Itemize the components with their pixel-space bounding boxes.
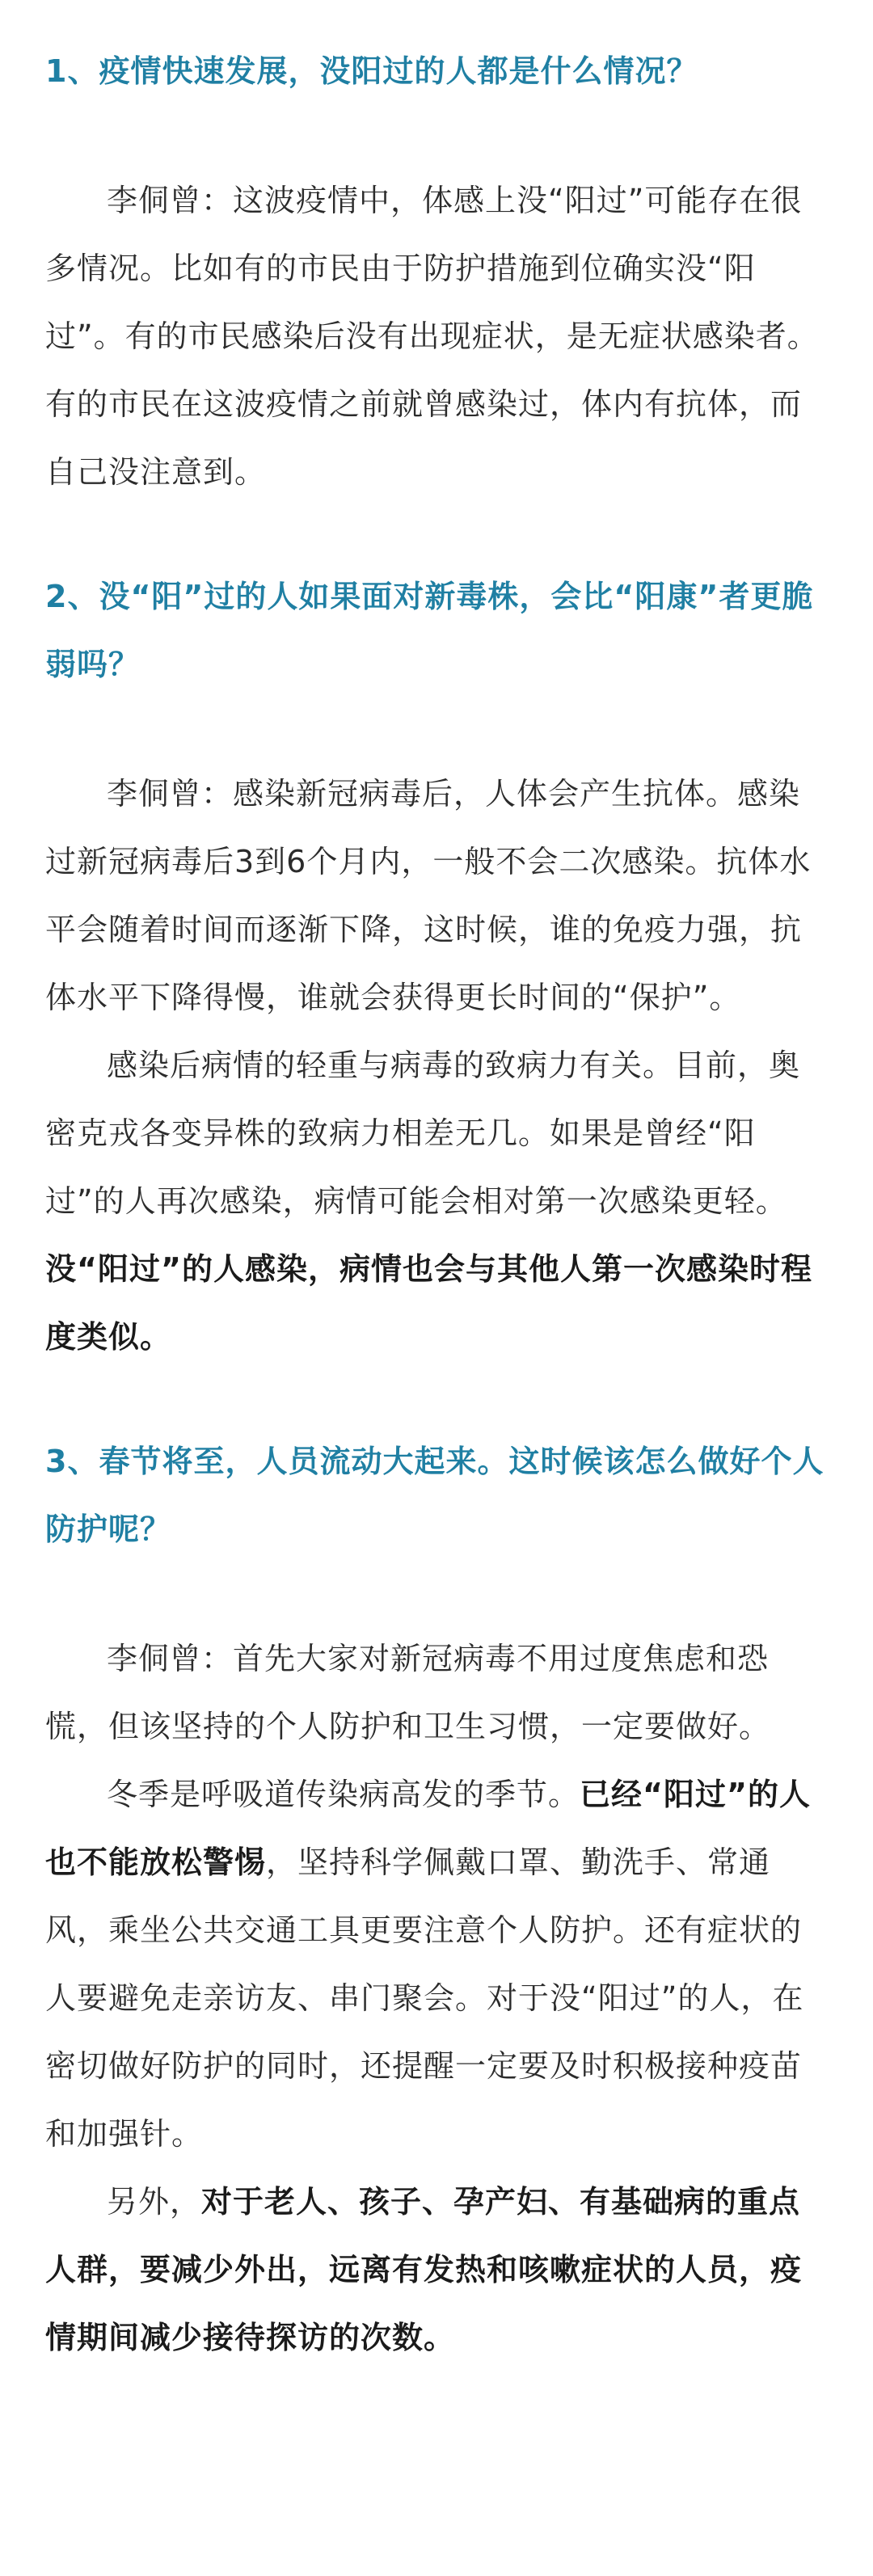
answer-text: ，坚持科学佩戴口罩、勤洗手、常通风，乘坐公共交通工具更要注意个人防护。还有症状的人要避免走亲访友、串门聚会。对于没“阳过”的人，在密切做好防护的同时，还提醒一定要及时积极接种疫苗和加强针。 [45,1845,804,2152]
article [0,37,873,2576]
answer-emphasis: 已经“阳过”的人也不能放松警惕 [45,1777,811,1880]
answer-paragraph [45,1760,828,2168]
section-2-answer [45,760,828,1371]
answer-text: 李侗曾：首先大家对新冠病毒不用过度焦虑和恐慌，但该坚持的个人防护和卫生习惯，一定要做好。 [45,1641,771,1744]
answer-paragraph [45,760,828,1031]
section-1-heading: 1、疫情快速发展，没阳过的人都是什么情况？ [45,53,698,89]
answer-paragraph [45,1625,828,1760]
qa-section-3 [45,1427,828,2372]
answer-text: 冬季是呼吸道传染病高发的季节。 [107,1777,580,1812]
section-3-answer [45,1625,828,2372]
section-3-heading: 3、春节将至，人员流动大起来。这时候该怎么做好个人防护呢？ [45,1444,824,1547]
answer-paragraph [45,2168,828,2372]
answer-text: 李侗曾：感染新冠病毒后，人体会产生抗体。感染过新冠病毒后3到6个月内，一般不会二次感染。抗体水平会随着时间而逐渐下降，这时候，谁的免疫力强，抗体水平下降得慢，谁就会获得更长时间的“保护”。 [45,776,812,1015]
answer-text: 感染后病情的轻重与病毒的致病力有关。目前，奥密克戎各变异株的致病力相差无几。如果是曾经“阳过”的人再次感染，病情可能会相对第一次感染更轻。 [45,1048,801,1219]
qa-section-2 [45,563,828,1371]
answer-emphasis: 对于老人、孩子、孕产妇、有基础病的重点人群，要减少外出，远离有发热和咳嗽症状的人员，疫情期间减少接待探访的次数。 [45,2184,803,2355]
qa-section-1 [45,37,828,506]
answer-emphasis: 没“阳过”的人感染，病情也会与其他人第一次感染时程度类似。 [45,1251,812,1355]
section-1-answer [45,167,828,506]
answer-text: 另外， [107,2184,202,2220]
answer-paragraph [45,167,828,506]
answer-paragraph [45,1031,828,1371]
answer-text: 李侗曾：这波疫情中，体感上没“阳过”可能存在很多情况。比如有的市民由于防护措施到位确实没“阳过”。有的市民感染后没有出现症状，是无症状感染者。有的市民在这波疫情之前就曾感染过，体内有抗体，而自己没注意到。 [45,183,819,490]
section-2-heading: 2、没“阳”过的人如果面对新毒株，会比“阳康”者更脆弱吗？ [45,579,814,682]
